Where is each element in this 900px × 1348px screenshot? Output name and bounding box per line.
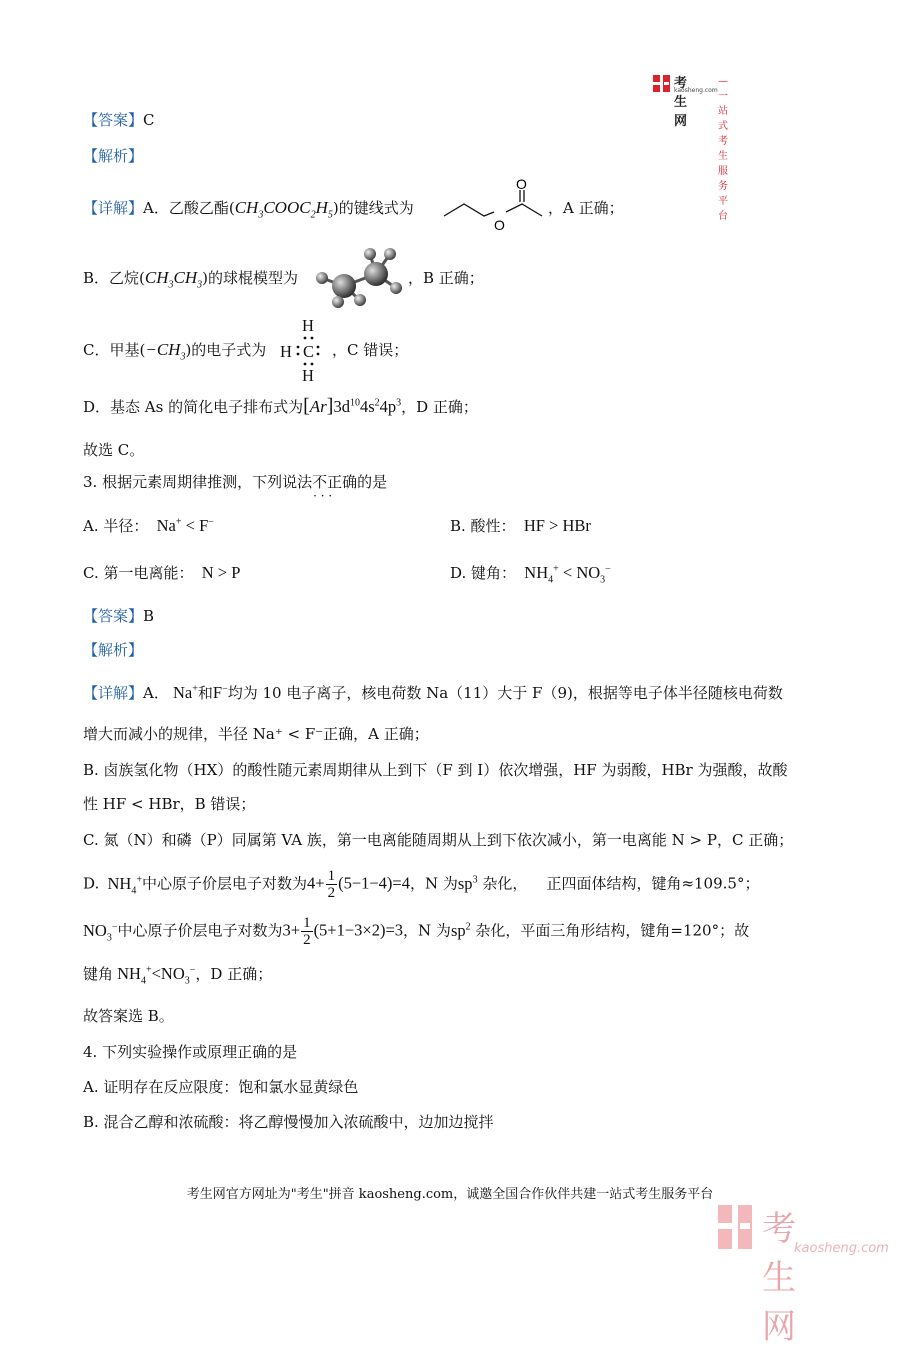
q4-option-a[interactable]: A. 证明存在反应限度：饱和氯水显黄绿色: [83, 1078, 359, 1096]
q2-conclusion: 故选 C。: [83, 441, 145, 459]
watermark-text: 考生网: [762, 1209, 798, 1347]
logo-text: 考生网: [674, 76, 688, 129]
lewis-c: C: [303, 342, 315, 361]
emphasis-not-correct: 不正确 · · ·: [312, 473, 357, 491]
ester-oxygen: O: [494, 217, 505, 233]
q3-detail-d3: 键角 $NH_4^+<NO_3^-$，D 正确；: [83, 964, 273, 987]
q3-stem: 3. 根据元素周期律推测，下列说法不正确 · · ·的是: [83, 472, 387, 492]
q3-option-c[interactable]: C. 第一电离能： N > P: [83, 563, 241, 582]
methyl-lewis-structure: [278, 316, 330, 384]
q3-detail-b1: B. 卤族氢化物（HX）的酸性随元素周期律从上到下（F 到 I）依次增强，HF 为弱酸，HBr 为强酸，故酸: [83, 761, 788, 779]
q2-b-result: ，B 正确；: [408, 269, 484, 287]
q2-c-result: ，C 错误；: [332, 341, 409, 359]
q3-analysis-tag: 【解析】: [83, 641, 144, 659]
q3-option-b[interactable]: B. 酸性： HF > HBr: [450, 516, 591, 535]
answer-value: C: [143, 111, 155, 129]
detail-tag: 【详解】: [83, 684, 144, 702]
q2-analysis-tag: 【解析】: [83, 147, 144, 165]
detail-tag: 【详解】: [83, 199, 144, 217]
q3-detail-b2: 性 HF < HBr，B 错误；: [83, 795, 256, 813]
kaosheng-logo-icon: [652, 74, 672, 94]
q4-option-b[interactable]: B. 混合乙醇和浓硫酸：将乙醇慢慢加入浓硫酸中，边加边搅拌: [83, 1113, 494, 1131]
lewis-h-top: H: [302, 316, 314, 335]
logo-domain: kaosheng.com: [674, 87, 718, 94]
q4-stem: 4. 下列实验操作或原理正确的是: [83, 1043, 298, 1061]
q3-detail-d1: D. $NH_4^+$中心原子价层电子对数为4+ $\frac{1}{2}$ (5−1−4)=4，N 为$sp^3$ 杂化， 正四面体结构，键角≈109.5°；: [83, 868, 760, 901]
q3-detail-a2: 增大而减小的规律，半径 Na⁺ < F⁻正确，A 正确；: [83, 725, 429, 743]
lewis-h-bottom: H: [302, 366, 314, 385]
page-footer: 考生网官方网址为"考生"拼音 kaosheng.com，诚邀全国合作伙伴共建一站式考生服务平台: [186, 1187, 714, 1202]
q2-detail-c: C．甲基$(-CH_3)$的电子式为: [83, 340, 267, 363]
q3-option-a[interactable]: A. 半径： Na+ < F−: [83, 516, 214, 535]
watermark-logo-icon: [716, 1203, 756, 1251]
q3-answer-line: [83, 606, 154, 626]
carbonyl-oxygen: O: [516, 178, 527, 192]
ethane-ball-stick-model: [312, 244, 408, 310]
q2-detail-d: D．基态 As 的简化电子排布式为$[Ar]3d^{10}4s^24p^3$，D 正确；: [83, 395, 478, 417]
answer-value: B: [143, 607, 155, 625]
q2-detail-a: 【详解】A．乙酸乙酯$(CH_3COOC_2H_5)$的键线式为: [83, 198, 414, 221]
q2-answer-line: [83, 110, 155, 130]
q2-a-result: ，A 正确；: [548, 199, 624, 217]
q3-detail-c1: C. 氮（N）和磷（P）同属第 VA 族，第一电离能随周期从上到下依次减小，第一电离能 N > P，C 正确；: [83, 831, 794, 849]
answer-tag: 【答案】: [83, 111, 144, 129]
header-slogan: —一站式考生服务平台: [718, 76, 728, 222]
q3-conclusion: 故答案选 B。: [83, 1007, 174, 1025]
answer-tag: 【答案】: [83, 607, 144, 625]
lewis-h-left: H: [280, 342, 292, 361]
q2-detail-b: B．乙烷$(CH_3CH_3)$的球棍模型为: [83, 268, 298, 291]
watermark-domain: kaosheng.com: [794, 1241, 889, 1256]
q3-detail-d2: $NO_3^-$中心原子价层电子对数为3+ $\frac{1}{2}$ (5+1−3×2)=3，N 为$sp^2$ 杂化，平面三角形结构，键角=120°；故: [83, 915, 750, 948]
q3-option-d[interactable]: D. 键角： $NH_4^+ < NO_3^-$: [450, 563, 611, 586]
ethyl-acetate-skeletal-formula: [438, 178, 548, 236]
q3-detail-a1: 【详解】A． Na+和F−均为 10 电子离子，核电荷数 Na（11）大于 F（9)，根据等电子体半径随核电荷数: [83, 683, 783, 702]
